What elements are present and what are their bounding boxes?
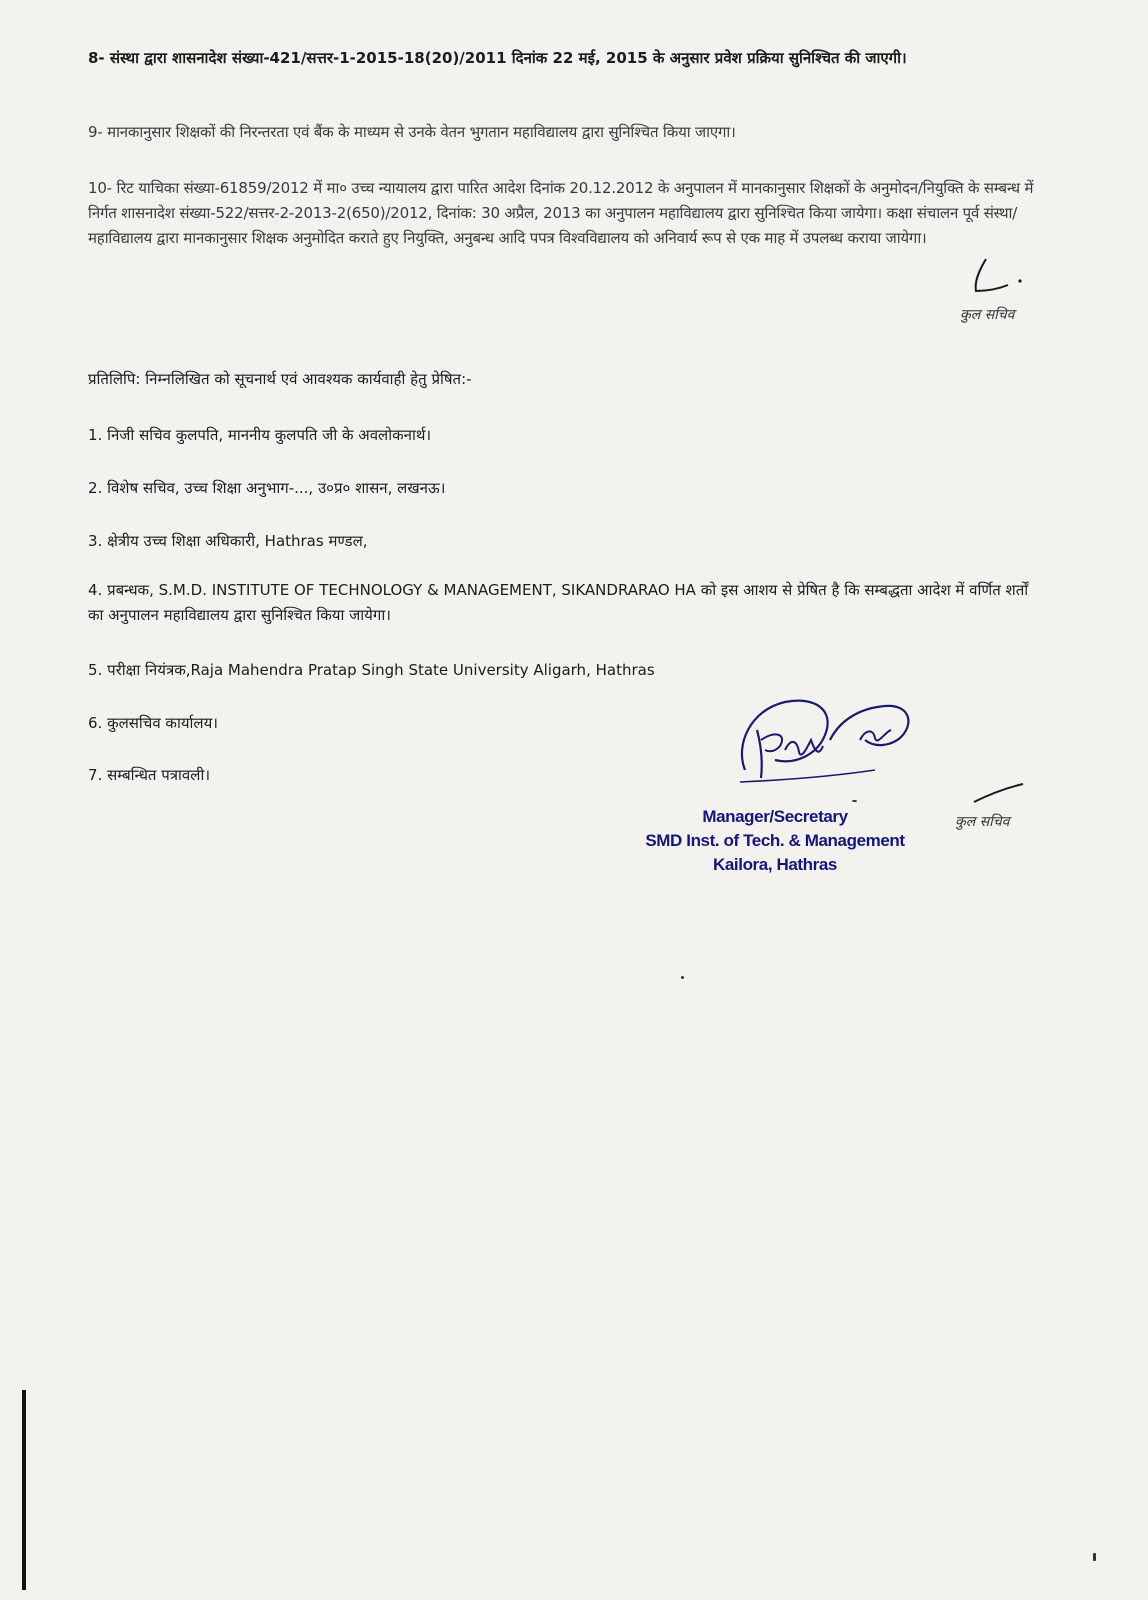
stamp-line-2: SMD Inst. of Tech. & Management bbox=[645, 831, 905, 850]
copy-item-3: 3. क्षेत्रीय उच्च शिक्षा अधिकारी, Hathras मण्डल, bbox=[88, 532, 368, 550]
copy-item-2: 2. विशेष सचिव, उच्च शिक्षा अनुभाग-..., उ०प्र० शासन, लखनऊ। bbox=[88, 479, 446, 497]
stamp-line-3: Kailora, Hathras bbox=[713, 855, 837, 874]
scan-speck bbox=[681, 976, 684, 979]
condition-8: 8- संस्था द्वारा शासनादेश संख्या-421/सत्तर-1-2015-18(20)/2011 दिनांक 22 मई, 2015 के अनुसार प्रवेश प्रक्रिया सुनिश्चित की जाएगी। bbox=[88, 49, 907, 67]
registrar-initial-signature bbox=[958, 255, 1028, 300]
copy-item-7: 7. सम्बन्धित पत्रावली। bbox=[88, 766, 211, 784]
copy-item-1: 1. निजी सचिव कुलपति, माननीय कुलपति जी के अवलोकनार्थ। bbox=[88, 426, 432, 444]
copy-heading: प्रतिलिपि: निम्नलिखित को सूचनार्थ एवं आवश्यक कार्यवाही हेतु प्रेषित:- bbox=[88, 370, 472, 388]
manager-signature bbox=[725, 690, 925, 795]
copy-item-5: 5. परीक्षा नियंत्रक,Raja Mahendra Pratap Singh State University Aligarh, Hathras bbox=[88, 661, 655, 679]
condition-10: 10- रिट याचिका संख्या-61859/2012 में मा० उच्च न्यायालय द्वारा पारित आदेश दिनांक 20.12.2012 के अनुपालन में मानकानुसार शिक्षकों के अनुमोदन/नियुक्ति के सम्बन्ध में निर्गत शासनादेश संख्या-522/सत्तर-2-2013-2(650)/2012, दिनांक: 30 अप्रैल, 2013 का अनुपालन महाविद्यालय द्वारा सुनिश्चित किया जायेगा। कक्षा संचालन पूर्व संस्था/महाविद्यालय द्वारा मानकानुसार शिक्षक अनुमोदित कराते हुए नियुक्ति, अनुबन्ध आदि पपत्र विश्वविद्यालय को अनिवार्य रूप से एक माह में उपलब्ध कराया जायेगा। bbox=[88, 179, 1034, 247]
stamp-line-1: Manager/Secretary bbox=[702, 807, 848, 826]
copy-item-4: 4. प्रबन्धक, S.M.D. INSTITUTE OF TECHNOLOGY & MANAGEMENT, SIKANDRARAO HA को इस आशय से प्रेषित है कि सम्बद्धता आदेश में वर्णित शर्तों का अनुपालन महाविद्यालय द्वारा सुनिश्चित किया जायेगा। bbox=[88, 581, 1029, 624]
scan-speck bbox=[1093, 1553, 1096, 1561]
registrar-label-bottom: कुल सचिव bbox=[955, 814, 1010, 830]
registrar-tick-signature bbox=[968, 780, 1028, 810]
binder-edge-line bbox=[22, 1390, 26, 1590]
condition-9: 9- मानकानुसार शिक्षकों की निरन्तरता एवं बैंक के माध्यम से उनके वेतन भुगतान महाविद्यालय द्वारा सुनिश्चित किया जाएगा। bbox=[88, 123, 736, 141]
registrar-label-top: कुल सचिव bbox=[960, 307, 1015, 323]
copy-item-6: 6. कुलसचिव कार्यालय। bbox=[88, 714, 218, 732]
scan-speck bbox=[852, 800, 857, 802]
manager-stamp bbox=[630, 805, 920, 877]
